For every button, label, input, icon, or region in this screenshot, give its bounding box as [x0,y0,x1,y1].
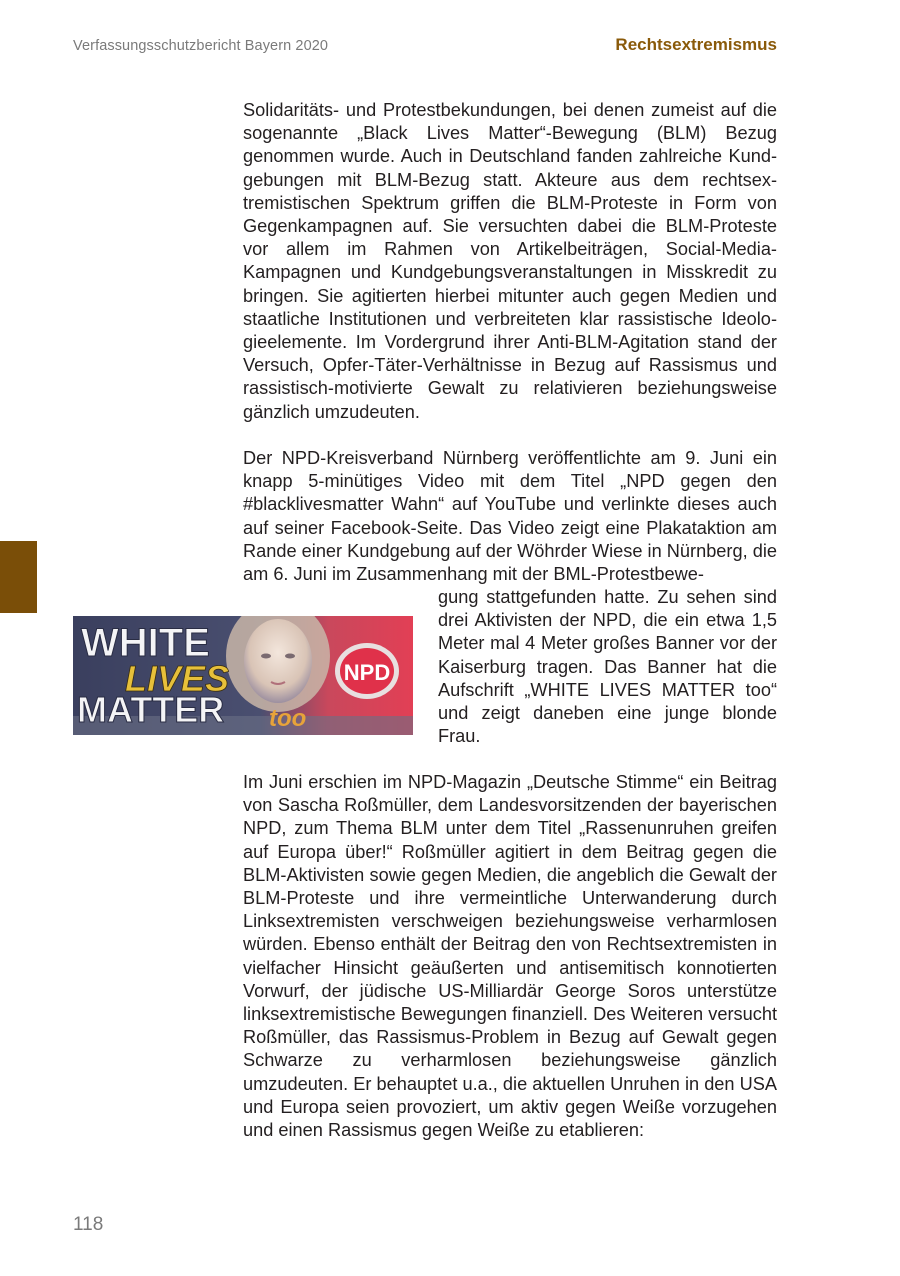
banner-word-matter: MATTER [77,689,225,730]
banner-photo-illustration [73,616,413,735]
body-paragraph-2-wrap: gung stattgefunden hatte. Zu sehen sind drei Aktivisten der NPD, die ein etwa 1,5 Meter mal 4 Meter großes Banner vor der Kaiserburg tragen. Das Banner hat die Aufschrift „WHITE LIVES MATTER too“ und zeigt daneben eine junge blonde Frau. [438,587,777,747]
running-head-section: Rechtsextremismus [615,35,777,54]
banner-word-white: WHITE [81,621,210,665]
body-paragraph-2-top: Der NPD-Kreisverband Nürnberg veröffentlichte am 9. Juni ein knapp 5-minütiges Video mit dem Titel „NPD gegen den #blacklivesmatter Wahn“ auf YouTube und verlinkte dieses auch auf seiner Facebook-Seite. Das Video zeigt eine Plakataktion am Rande einer Kundgebung auf der Wöhrder Wiese in Nürnberg, die am 6. Juni im Zusammenhang mit der BML-Protestbewe- [243,448,777,585]
banner-photo [73,616,413,735]
chapter-tab-marker [0,541,37,613]
banner-word-lives: LIVES [125,658,230,699]
page-number: 118 [73,1214,104,1235]
body-paragraph-3: Im Juni erschien im NPD-Magazin „Deutsche Stimme“ ein Beitrag von Sascha Roßmüller, dem Landesvorsitzenden der bayerischen NPD, zum Thema BLM unter dem Titel „Rassenunruhen greifen auf Europa über!“ Roßmüller agitiert in dem Beitrag gegen die BLM-Aktivisten sowie gegen Medien, die angeblich die Gewalt der BLM-Proteste und ihre vermeintliche Unterwanderung durch Linksextremisten verschweigen beziehungsweise verharmlosen würden. Ebenso enthält der Beitrag den von Rechtsextremisten in vielfacher Hinsicht geäußerten und antisemitisch konnotierten Vorwurf, der jüdische US-Milliardär George Soros unterstütze linksextremistische Bewegungen finanziell. Des Weiteren versucht Roßmüller, das Rassismus-Problem in Bezug auf Gewalt gegen Schwarze zu verharmlosen beziehungsweise gänzlich umzudeuten. Er behauptet u.a., die aktuellen Unruhen in den USA und Europa seien provoziert, um aktiv gegen Weiße vorzugehen und einen Rassismus gegen Weiße zu etablieren: [243,772,777,1141]
body-paragraph-1: Solidaritäts- und Protestbekundungen, bei denen zumeist auf die sogenannte „Black Lives Matter“-Bewegung (BLM) Bezug genommen wurde. Auch in Deutschland fanden zahlreiche Kundgebungen mit BLM-Bezug statt. Akteure aus dem rechtsextremistischen Spektrum griffen die BLM-Proteste in Form von Gegenkampagnen auf. Sie versuchten dabei die BLM-Proteste vor allem im Rahmen von Artikelbeiträgen, Social-Media-Kampagnen und Kundgebungsveranstaltungen in Misskredit zu bringen. Sie agitierten hierbei mitunter auch gegen Medien und staatliche Institutionen und verbreiteten klar rassistische Ideologieelemente. Im Vordergrund ihrer Anti-BLM-Agitation stand der Versuch, Opfer-Täter-Verhältnisse in Bezug auf Rassismus und rassistisch-motivierte Gewalt zu relativieren beziehungsweise gänzlich umzudeuten. [243,100,777,422]
npd-logo-text: NPD [343,660,391,685]
woman-face-shape [244,619,312,703]
running-head-publication: Verfassungsschutzbericht Bayern 2020 [73,38,329,54]
banner-word-too: too [269,705,307,732]
